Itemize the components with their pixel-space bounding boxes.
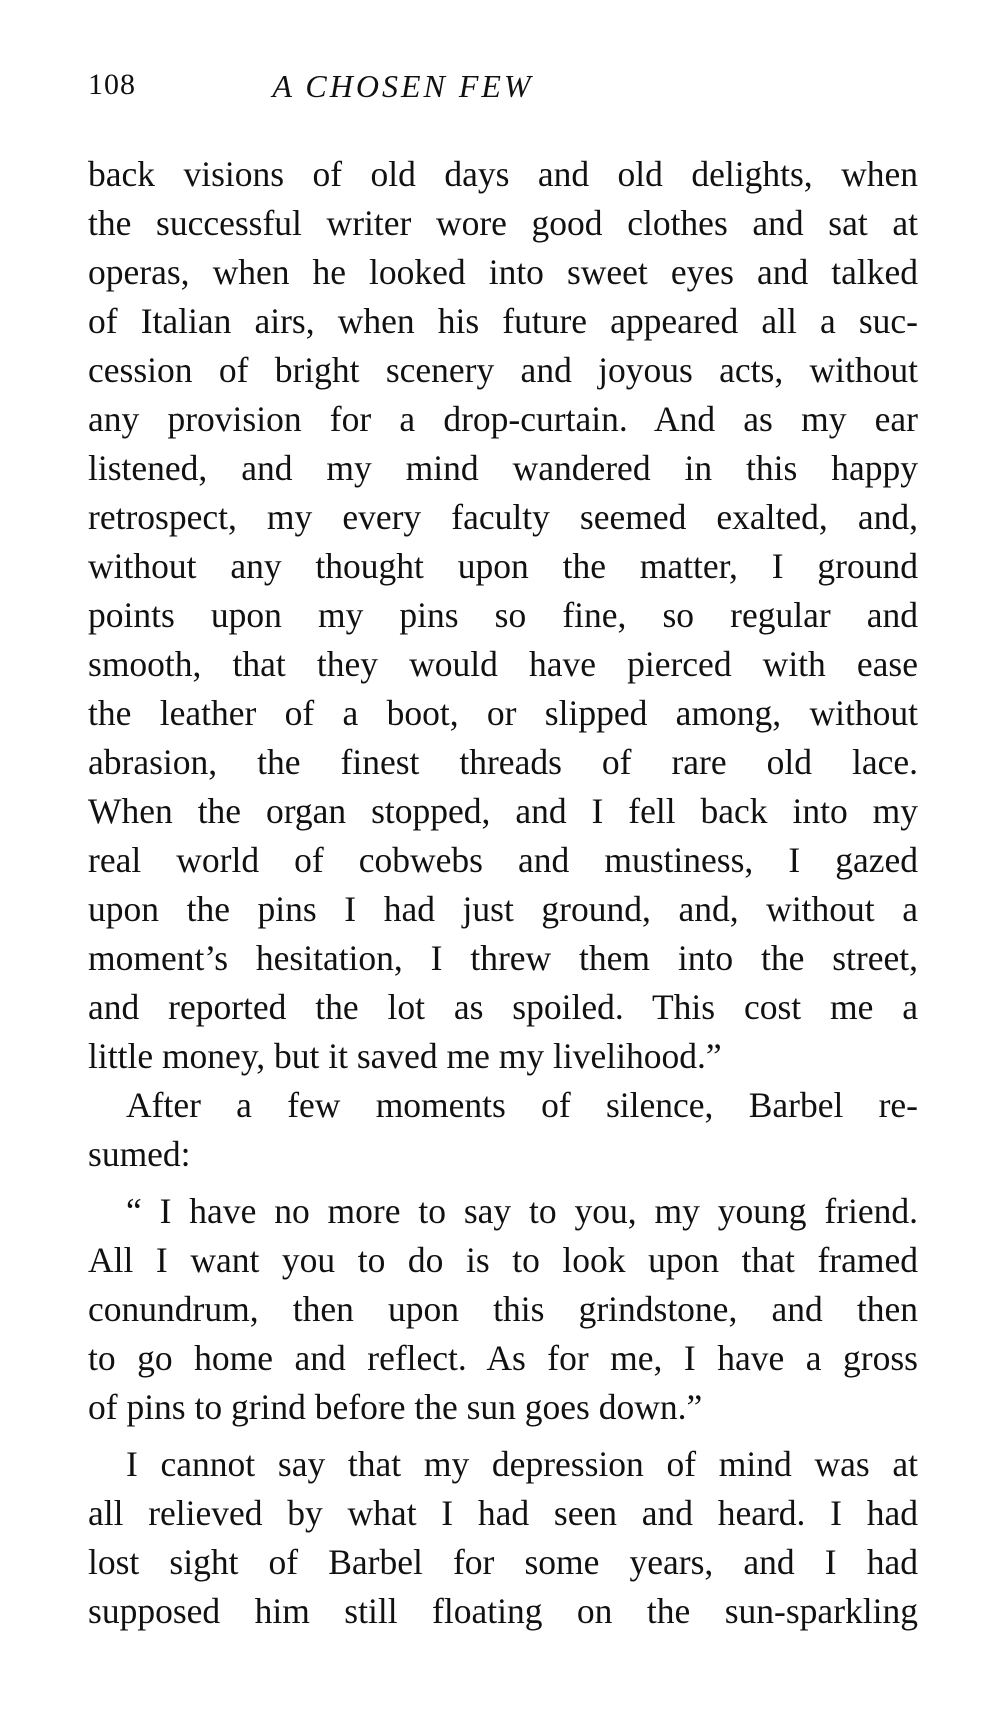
text-line: “ I have no more to say to you, my young friend. xyxy=(126,1191,918,1231)
text-line: supposed him still floating on the sun-sparkling xyxy=(88,1591,918,1631)
text-line: When the organ stopped, and I fell back into my xyxy=(88,791,918,831)
text-line: real world of cobwebs and mustiness, I gazed xyxy=(88,840,918,880)
text-line: I cannot say that my depression of mind was at xyxy=(126,1444,918,1484)
text-line: of Italian airs, when his future appeared all a suc- xyxy=(88,301,918,341)
running-head xyxy=(88,68,918,108)
body-text xyxy=(88,150,918,1636)
text-line: listened, and my mind wandered in this happy xyxy=(88,448,918,488)
text-line: and reported the lot as spoiled. This cost me a xyxy=(88,987,918,1027)
running-title: A CHOSEN FEW xyxy=(272,68,534,104)
text-line: back visions of old days and old delights, when xyxy=(88,154,918,194)
text-line: without any thought upon the matter, I ground xyxy=(88,546,918,586)
paragraph-gap xyxy=(88,1432,918,1440)
text-line: lost sight of Barbel for some years, and I had xyxy=(88,1542,918,1582)
text-line: all relieved by what I had seen and heard. I had xyxy=(88,1493,918,1533)
text-line: All I want you to do is to look upon that framed xyxy=(88,1240,918,1280)
text-line: sumed: xyxy=(88,1134,191,1174)
text-line: After a few moments of silence, Barbel re- xyxy=(126,1085,918,1125)
paragraph-1 xyxy=(88,150,918,1081)
paragraph-2 xyxy=(88,1081,918,1179)
text-line: the leather of a boot, or slipped among, without xyxy=(88,693,918,733)
text-line: cession of bright scenery and joyous acts, without xyxy=(88,350,918,390)
text-line: little money, but it saved me my livelihood.” xyxy=(88,1036,722,1076)
text-line: retrospect, my every faculty seemed exalted, and, xyxy=(88,497,918,537)
paragraph-gap xyxy=(88,1179,918,1187)
text-line: the successful writer wore good clothes and sat at xyxy=(88,203,918,243)
text-line: abrasion, the finest threads of rare old lace. xyxy=(88,742,918,782)
text-line: any provision for a drop-curtain. And as my ear xyxy=(88,399,918,439)
paragraph-4 xyxy=(88,1440,918,1636)
text-line: to go home and reflect. As for me, I have a gross xyxy=(88,1338,918,1378)
text-line: of pins to grind before the sun goes down.” xyxy=(88,1387,703,1427)
text-line: conundrum, then upon this grindstone, and then xyxy=(88,1289,918,1329)
paragraph-3 xyxy=(88,1187,918,1432)
text-line: upon the pins I had just ground, and, without a xyxy=(88,889,918,929)
page-number: 108 xyxy=(88,68,136,101)
text-line: moment’s hesitation, I threw them into the street, xyxy=(88,938,918,978)
text-line: smooth, that they would have pierced with ease xyxy=(88,644,918,684)
text-line: operas, when he looked into sweet eyes and talked xyxy=(88,252,918,292)
text-line: points upon my pins so fine, so regular and xyxy=(88,595,918,635)
